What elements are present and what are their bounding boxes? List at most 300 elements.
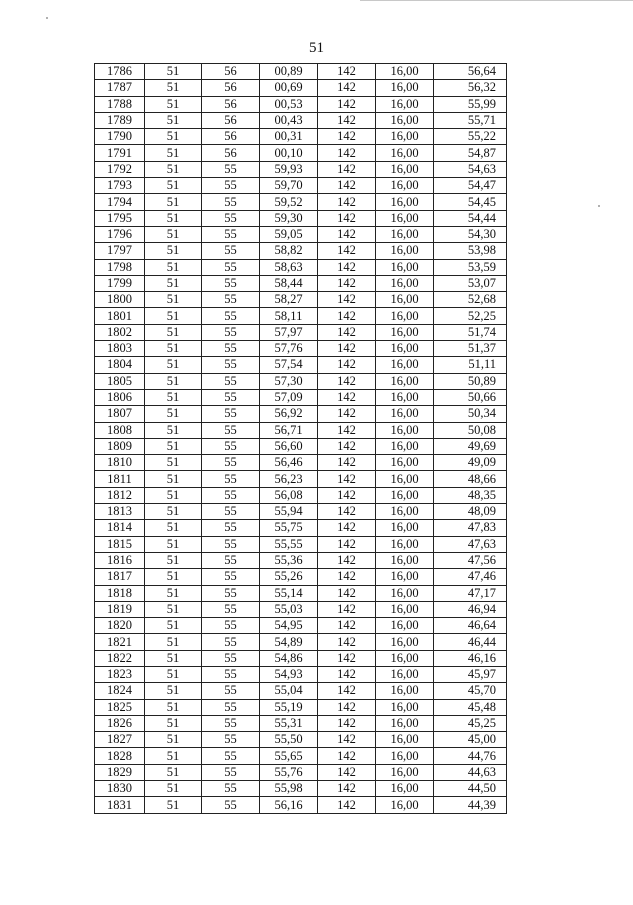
table-cell: 57,09	[260, 389, 318, 405]
table-cell: 55,03	[260, 601, 318, 617]
table-cell: 46,16	[434, 650, 507, 666]
table-cell: 16,00	[376, 129, 434, 145]
table-cell: 55	[202, 797, 260, 813]
table-cell: 44,50	[434, 781, 507, 797]
table-cell: 16,00	[376, 487, 434, 503]
table-cell: 55	[202, 194, 260, 210]
table-cell: 51	[145, 520, 202, 536]
table-cell: 51	[145, 178, 202, 194]
table-row	[95, 243, 507, 259]
table-cell: 45,97	[434, 666, 507, 682]
table-cell: 55,22	[434, 129, 507, 145]
table-cell: 16,00	[376, 715, 434, 731]
table-cell: 51	[145, 585, 202, 601]
table-cell: 55	[202, 732, 260, 748]
table-cell: 16,00	[376, 96, 434, 112]
table-cell: 16,00	[376, 341, 434, 357]
table-cell: 16,00	[376, 324, 434, 340]
table-cell: 55	[202, 243, 260, 259]
table-cell: 142	[318, 324, 376, 340]
table-cell: 54,87	[434, 145, 507, 161]
table-row	[95, 666, 507, 682]
table-cell: 16,00	[376, 601, 434, 617]
table-cell: 56,16	[260, 797, 318, 813]
table-cell: 142	[318, 699, 376, 715]
table-cell: 54,44	[434, 210, 507, 226]
table-cell: 45,48	[434, 699, 507, 715]
table-cell: 1795	[95, 210, 145, 226]
table-cell: 56,08	[260, 487, 318, 503]
table-cell: 59,05	[260, 226, 318, 242]
table-cell: 1790	[95, 129, 145, 145]
table-cell: 59,70	[260, 178, 318, 194]
table-cell: 56,71	[260, 422, 318, 438]
table-cell: 142	[318, 64, 376, 80]
table-cell: 16,00	[376, 243, 434, 259]
table-cell: 55	[202, 683, 260, 699]
table-cell: 55,55	[260, 536, 318, 552]
table-cell: 57,97	[260, 324, 318, 340]
table-cell: 16,00	[376, 161, 434, 177]
table-cell: 16,00	[376, 194, 434, 210]
table-cell: 56,32	[434, 80, 507, 96]
table-cell: 1824	[95, 683, 145, 699]
table-cell: 54,86	[260, 650, 318, 666]
table-row	[95, 275, 507, 291]
table-cell: 16,00	[376, 536, 434, 552]
table-cell: 1787	[95, 80, 145, 96]
table-cell: 1812	[95, 487, 145, 503]
table-cell: 55,31	[260, 715, 318, 731]
table-cell: 16,00	[376, 504, 434, 520]
table-cell: 48,35	[434, 487, 507, 503]
table-cell: 142	[318, 96, 376, 112]
table-cell: 56,60	[260, 438, 318, 454]
table-cell: 00,31	[260, 129, 318, 145]
table-cell: 55	[202, 715, 260, 731]
table-cell: 00,10	[260, 145, 318, 161]
table-cell: 45,00	[434, 732, 507, 748]
table-cell: 54,45	[434, 194, 507, 210]
table-cell: 142	[318, 715, 376, 731]
table-cell: 51	[145, 145, 202, 161]
table-cell: 16,00	[376, 569, 434, 585]
table-row	[95, 634, 507, 650]
table-cell: 142	[318, 455, 376, 471]
table-row	[95, 487, 507, 503]
table-cell: 1817	[95, 569, 145, 585]
table-cell: 1799	[95, 275, 145, 291]
page-number: 51	[309, 40, 324, 56]
table-cell: 55,98	[260, 781, 318, 797]
table-cell: 58,27	[260, 292, 318, 308]
table-cell: 142	[318, 292, 376, 308]
table-cell: 142	[318, 471, 376, 487]
table-cell: 16,00	[376, 666, 434, 682]
table-cell: 45,25	[434, 715, 507, 731]
table-cell: 142	[318, 129, 376, 145]
table-cell: 1800	[95, 292, 145, 308]
table-cell: 46,64	[434, 618, 507, 634]
table-cell: 142	[318, 552, 376, 568]
table-cell: 51	[145, 129, 202, 145]
table-cell: 55	[202, 536, 260, 552]
table-cell: 142	[318, 389, 376, 405]
table-cell: 1803	[95, 341, 145, 357]
table-cell: 16,00	[376, 585, 434, 601]
table-row	[95, 569, 507, 585]
table-row	[95, 64, 507, 80]
table-cell: 51,37	[434, 341, 507, 357]
table-cell: 51	[145, 797, 202, 813]
table-cell: 1825	[95, 699, 145, 715]
table-cell: 55	[202, 357, 260, 373]
table-cell: 1791	[95, 145, 145, 161]
table-cell: 1796	[95, 226, 145, 242]
table-row	[95, 520, 507, 536]
table-cell: 00,43	[260, 112, 318, 128]
table-cell: 55,99	[434, 96, 507, 112]
table-cell: 142	[318, 683, 376, 699]
table-cell: 1827	[95, 732, 145, 748]
table-row	[95, 96, 507, 112]
table-row	[95, 504, 507, 520]
table-cell: 55	[202, 650, 260, 666]
table-cell: 1828	[95, 748, 145, 764]
table-cell: 55,75	[260, 520, 318, 536]
table-cell: 142	[318, 487, 376, 503]
table-cell: 51	[145, 259, 202, 275]
table-cell: 142	[318, 194, 376, 210]
table-cell: 51	[145, 552, 202, 568]
table-cell: 142	[318, 520, 376, 536]
table-cell: 55	[202, 487, 260, 503]
table-row	[95, 699, 507, 715]
table-cell: 16,00	[376, 683, 434, 699]
table-cell: 1802	[95, 324, 145, 340]
table-cell: 51	[145, 210, 202, 226]
table-cell: 55,94	[260, 504, 318, 520]
table-cell: 50,66	[434, 389, 507, 405]
table-cell: 1810	[95, 455, 145, 471]
table-cell: 55	[202, 504, 260, 520]
table-cell: 56	[202, 64, 260, 80]
table-row	[95, 161, 507, 177]
table-cell: 51	[145, 699, 202, 715]
table-cell: 16,00	[376, 634, 434, 650]
table-cell: 51,11	[434, 357, 507, 373]
table-row	[95, 748, 507, 764]
table-cell: 56	[202, 80, 260, 96]
table-cell: 16,00	[376, 226, 434, 242]
table-cell: 142	[318, 618, 376, 634]
table-cell: 142	[318, 585, 376, 601]
table-cell: 58,44	[260, 275, 318, 291]
table-cell: 16,00	[376, 552, 434, 568]
table-cell: 55	[202, 210, 260, 226]
table-row	[95, 585, 507, 601]
table-cell: 55	[202, 781, 260, 797]
table-cell: 51	[145, 389, 202, 405]
table-cell: 51	[145, 634, 202, 650]
table-row	[95, 308, 507, 324]
table-cell: 142	[318, 797, 376, 813]
table-cell: 142	[318, 732, 376, 748]
table-row	[95, 226, 507, 242]
table-row	[95, 145, 507, 161]
table-cell: 16,00	[376, 618, 434, 634]
table-row	[95, 194, 507, 210]
table-cell: 16,00	[376, 292, 434, 308]
table-cell: 1829	[95, 764, 145, 780]
table-row	[95, 732, 507, 748]
table-cell: 55,26	[260, 569, 318, 585]
table-cell: 1815	[95, 536, 145, 552]
table-cell: 1804	[95, 357, 145, 373]
table-cell: 55	[202, 341, 260, 357]
table-cell: 51	[145, 764, 202, 780]
table-cell: 47,46	[434, 569, 507, 585]
table-body	[95, 64, 507, 814]
table-cell: 142	[318, 748, 376, 764]
table-cell: 142	[318, 536, 376, 552]
table-cell: 49,09	[434, 455, 507, 471]
table-cell: 16,00	[376, 275, 434, 291]
table-row	[95, 781, 507, 797]
table-cell: 51	[145, 732, 202, 748]
table-cell: 16,00	[376, 699, 434, 715]
table-cell: 47,56	[434, 552, 507, 568]
table-cell: 16,00	[376, 422, 434, 438]
table-cell: 54,47	[434, 178, 507, 194]
table-cell: 55	[202, 471, 260, 487]
table-cell: 56	[202, 129, 260, 145]
table-row	[95, 618, 507, 634]
table-cell: 51	[145, 650, 202, 666]
table-cell: 56	[202, 112, 260, 128]
table-cell: 16,00	[376, 797, 434, 813]
table-cell: 16,00	[376, 178, 434, 194]
table-cell: 142	[318, 601, 376, 617]
table-cell: 51	[145, 308, 202, 324]
table-cell: 44,39	[434, 797, 507, 813]
table-cell: 142	[318, 764, 376, 780]
table-cell: 51,74	[434, 324, 507, 340]
table-row	[95, 373, 507, 389]
table-cell: 16,00	[376, 80, 434, 96]
table-cell: 51	[145, 275, 202, 291]
table-row	[95, 455, 507, 471]
table-cell: 54,63	[434, 161, 507, 177]
table-cell: 56	[202, 145, 260, 161]
table-cell: 46,44	[434, 634, 507, 650]
table-cell: 16,00	[376, 732, 434, 748]
table-cell: 51	[145, 666, 202, 682]
table-cell: 1822	[95, 650, 145, 666]
table-cell: 55	[202, 438, 260, 454]
table-row	[95, 471, 507, 487]
table-cell: 00,89	[260, 64, 318, 80]
table-cell: 142	[318, 357, 376, 373]
table-cell: 1807	[95, 406, 145, 422]
table-cell: 16,00	[376, 781, 434, 797]
table-cell: 51	[145, 471, 202, 487]
table-cell: 142	[318, 112, 376, 128]
table-cell: 1789	[95, 112, 145, 128]
table-cell: 1820	[95, 618, 145, 634]
table-cell: 51	[145, 455, 202, 471]
table-row	[95, 683, 507, 699]
table-row	[95, 292, 507, 308]
table-cell: 1826	[95, 715, 145, 731]
table-cell: 57,54	[260, 357, 318, 373]
table-cell: 51	[145, 80, 202, 96]
table-cell: 51	[145, 96, 202, 112]
table-cell: 142	[318, 226, 376, 242]
table-cell: 16,00	[376, 520, 434, 536]
table-cell: 142	[318, 781, 376, 797]
table-cell: 142	[318, 438, 376, 454]
table-cell: 55	[202, 324, 260, 340]
table-cell: 00,69	[260, 80, 318, 96]
table-cell: 142	[318, 275, 376, 291]
table-cell: 51	[145, 324, 202, 340]
table-cell: 51	[145, 357, 202, 373]
table-cell: 142	[318, 178, 376, 194]
table-cell: 55	[202, 275, 260, 291]
table-cell: 56,23	[260, 471, 318, 487]
table-row	[95, 536, 507, 552]
table-cell: 16,00	[376, 308, 434, 324]
table-cell: 1786	[95, 64, 145, 80]
table-cell: 53,98	[434, 243, 507, 259]
table-row	[95, 438, 507, 454]
table-cell: 55	[202, 569, 260, 585]
table-cell: 48,09	[434, 504, 507, 520]
scan-speck	[46, 17, 48, 19]
data-table	[94, 63, 507, 814]
table-cell: 16,00	[376, 259, 434, 275]
table-cell: 54,89	[260, 634, 318, 650]
table-cell: 51	[145, 194, 202, 210]
table-cell: 51	[145, 781, 202, 797]
table-row	[95, 389, 507, 405]
table-cell: 55,14	[260, 585, 318, 601]
table-cell: 55	[202, 699, 260, 715]
table-cell: 53,07	[434, 275, 507, 291]
table-cell: 55	[202, 292, 260, 308]
table-cell: 16,00	[376, 764, 434, 780]
table-cell: 1814	[95, 520, 145, 536]
table-row	[95, 178, 507, 194]
table-row	[95, 341, 507, 357]
table-cell: 55	[202, 308, 260, 324]
table-cell: 55,19	[260, 699, 318, 715]
table-cell: 51	[145, 748, 202, 764]
table-cell: 142	[318, 666, 376, 682]
table-cell: 51	[145, 292, 202, 308]
table-cell: 53,59	[434, 259, 507, 275]
table-cell: 51	[145, 373, 202, 389]
table-row	[95, 357, 507, 373]
table-cell: 55	[202, 552, 260, 568]
table-cell: 58,82	[260, 243, 318, 259]
table-cell: 51	[145, 715, 202, 731]
table-cell: 57,30	[260, 373, 318, 389]
table-cell: 51	[145, 683, 202, 699]
table-cell: 58,63	[260, 259, 318, 275]
table-cell: 1823	[95, 666, 145, 682]
table-cell: 142	[318, 210, 376, 226]
table-cell: 51	[145, 438, 202, 454]
table-cell: 142	[318, 650, 376, 666]
table-cell: 47,17	[434, 585, 507, 601]
table-cell: 55	[202, 585, 260, 601]
table-cell: 55	[202, 422, 260, 438]
table-cell: 142	[318, 504, 376, 520]
table-row	[95, 797, 507, 813]
table-cell: 16,00	[376, 145, 434, 161]
table-cell: 1801	[95, 308, 145, 324]
table-cell: 16,00	[376, 650, 434, 666]
table-cell: 55,04	[260, 683, 318, 699]
table-cell: 16,00	[376, 357, 434, 373]
table-cell: 51	[145, 64, 202, 80]
table-cell: 51	[145, 601, 202, 617]
table-cell: 58,11	[260, 308, 318, 324]
table-cell: 51	[145, 341, 202, 357]
table-cell: 55	[202, 161, 260, 177]
table-cell: 55	[202, 455, 260, 471]
table-cell: 1821	[95, 634, 145, 650]
table-cell: 1809	[95, 438, 145, 454]
table-cell: 16,00	[376, 438, 434, 454]
table-row	[95, 259, 507, 275]
table-cell: 54,30	[434, 226, 507, 242]
table-cell: 1806	[95, 389, 145, 405]
table-cell: 52,25	[434, 308, 507, 324]
table-cell: 16,00	[376, 471, 434, 487]
table-cell: 44,76	[434, 748, 507, 764]
top-edge-rule	[360, 0, 633, 1]
table-cell: 47,63	[434, 536, 507, 552]
table-cell: 44,63	[434, 764, 507, 780]
table-cell: 55	[202, 618, 260, 634]
table-cell: 55,36	[260, 552, 318, 568]
table-cell: 16,00	[376, 373, 434, 389]
table-cell: 142	[318, 341, 376, 357]
table-cell: 1794	[95, 194, 145, 210]
table-cell: 52,68	[434, 292, 507, 308]
table-cell: 55	[202, 406, 260, 422]
table-cell: 1831	[95, 797, 145, 813]
table-cell: 51	[145, 112, 202, 128]
table-row	[95, 324, 507, 340]
table-cell: 142	[318, 422, 376, 438]
table-cell: 51	[145, 226, 202, 242]
table-cell: 1797	[95, 243, 145, 259]
table-cell: 47,83	[434, 520, 507, 536]
table-cell: 1792	[95, 161, 145, 177]
table-cell: 46,94	[434, 601, 507, 617]
table-cell: 55	[202, 178, 260, 194]
table-cell: 55	[202, 373, 260, 389]
table-cell: 57,76	[260, 341, 318, 357]
table-row	[95, 422, 507, 438]
table-cell: 50,34	[434, 406, 507, 422]
table-cell: 45,70	[434, 683, 507, 699]
table-cell: 142	[318, 569, 376, 585]
